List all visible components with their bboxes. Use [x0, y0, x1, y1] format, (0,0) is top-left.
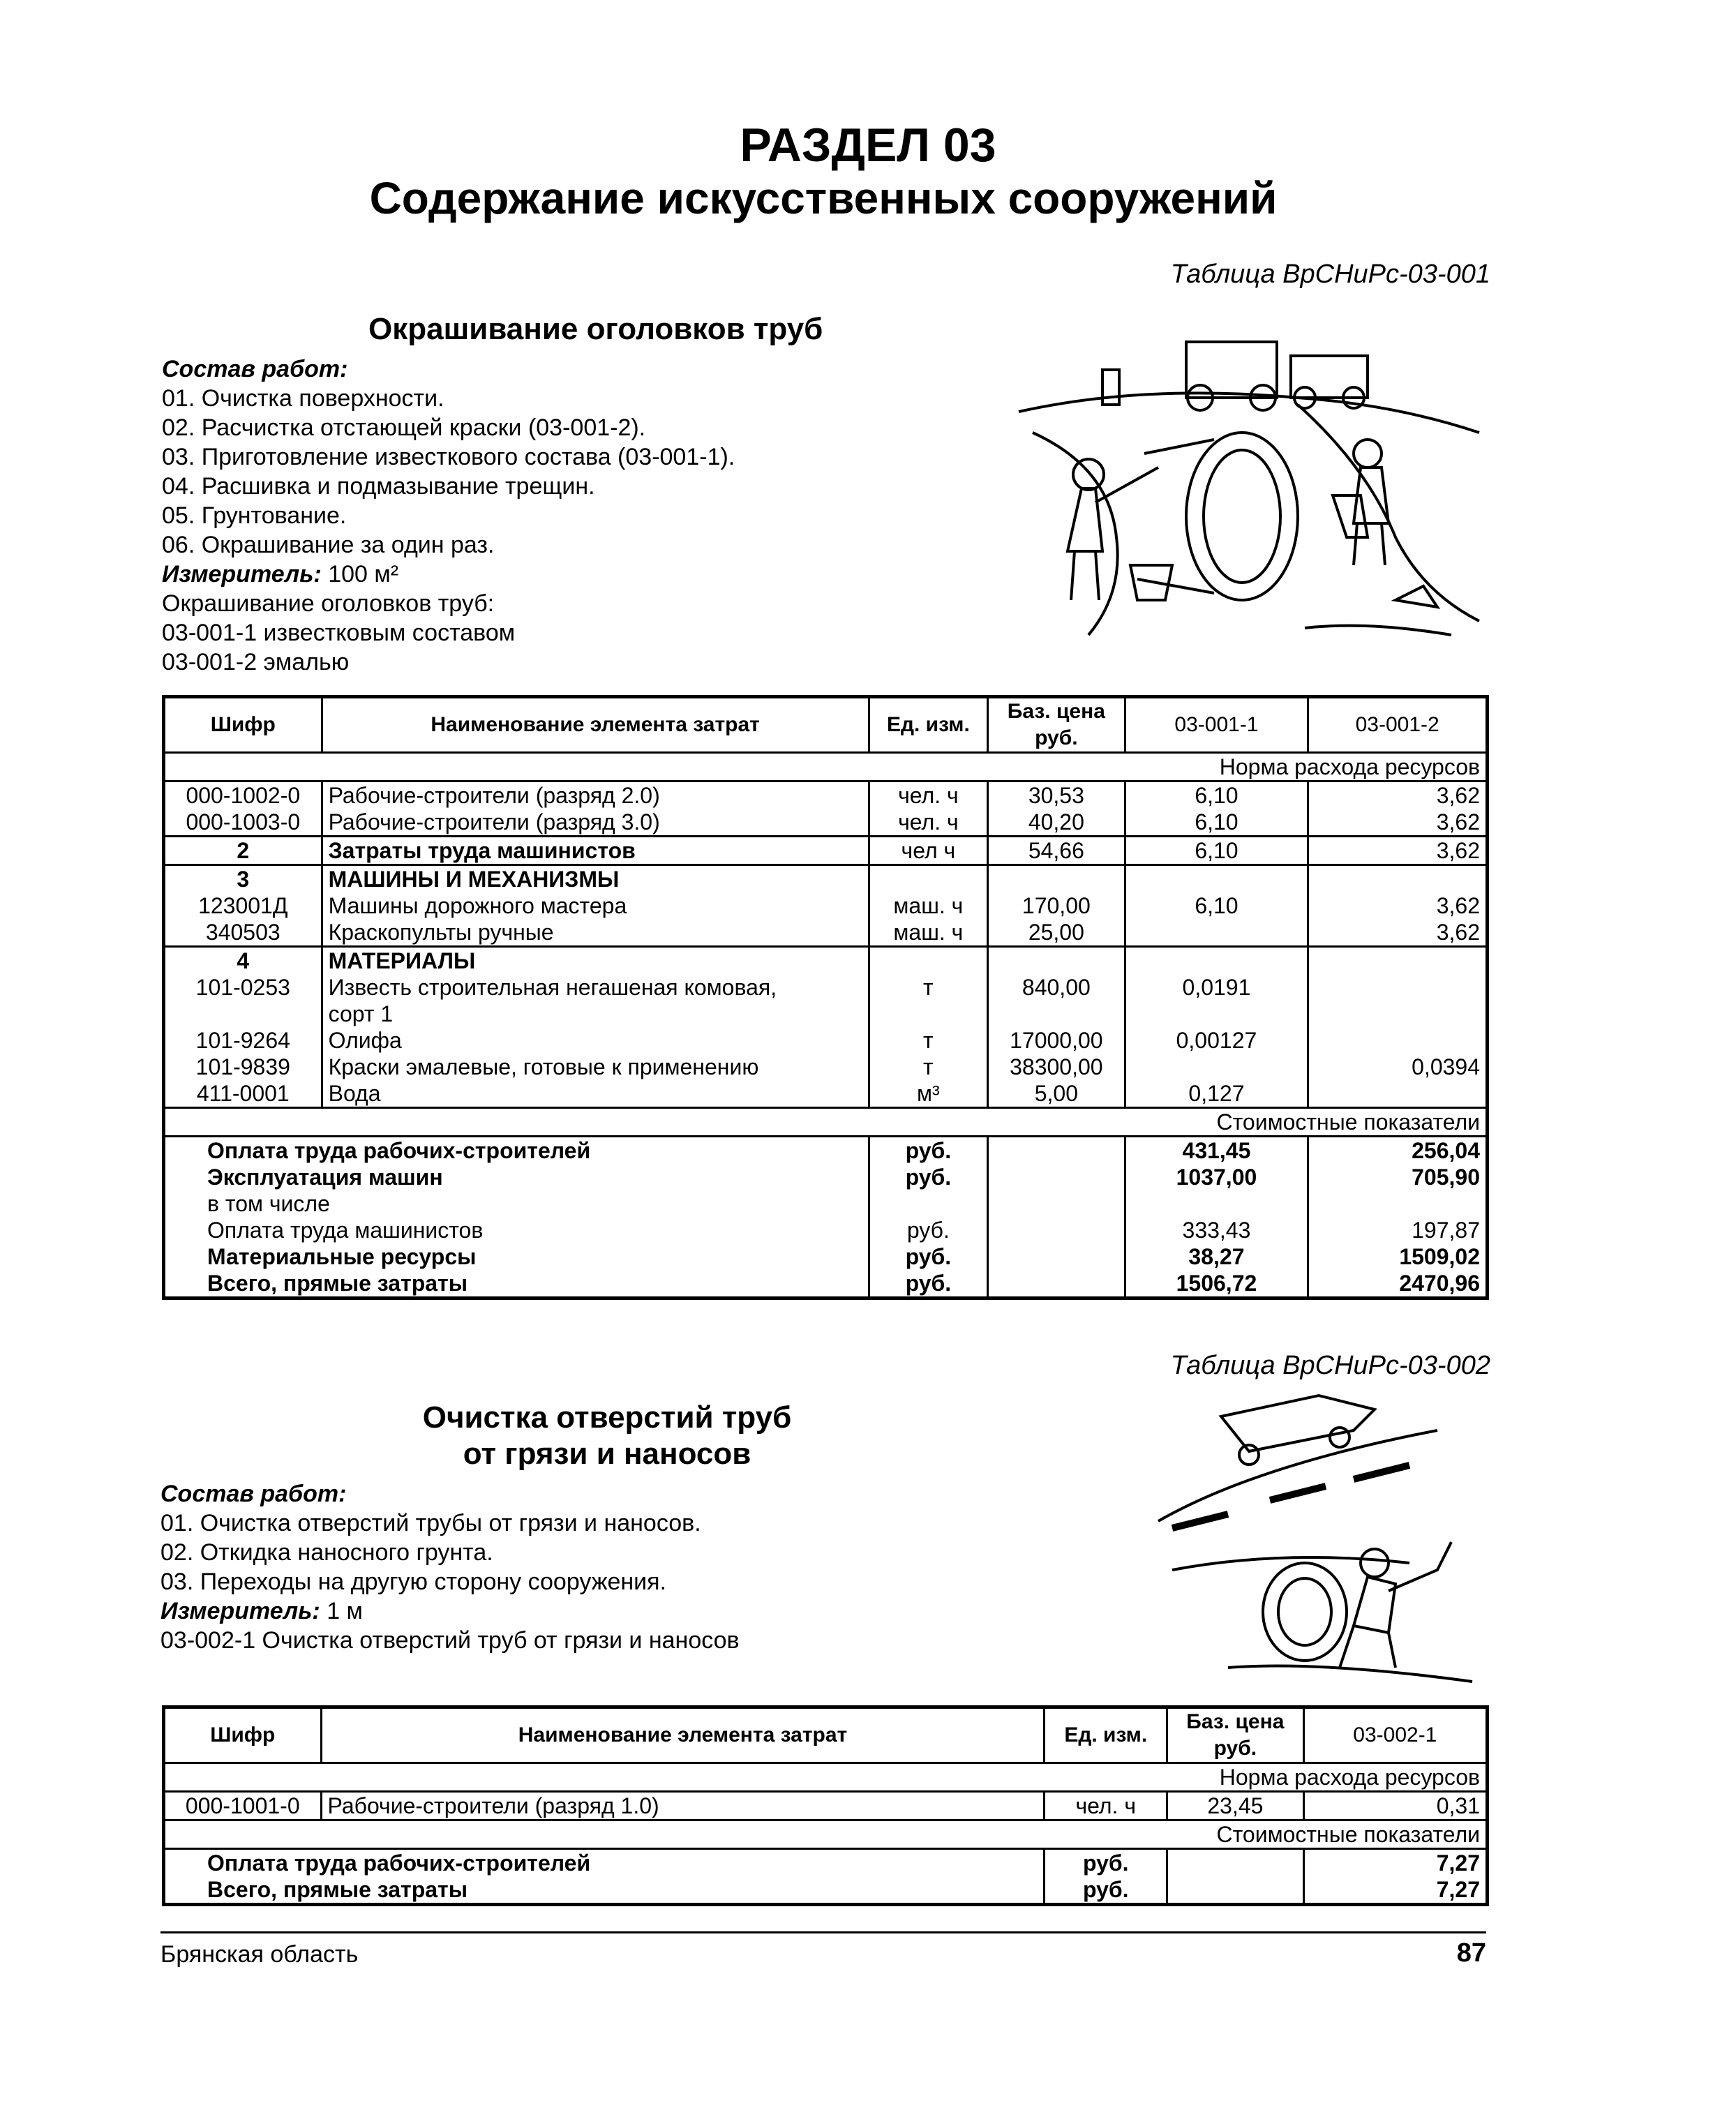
cell-unit: руб.: [869, 1270, 987, 1299]
cell-c2: [1308, 1190, 1488, 1217]
cell-c2: 3,62: [1436, 809, 1480, 835]
cell-c1: 1506,72: [1125, 1270, 1308, 1299]
table-id-2: Таблица ВрСНиРс-03-002: [1170, 1351, 1490, 1380]
cell-name: сорт 1: [322, 1001, 869, 1027]
cell-c1: [1125, 1190, 1308, 1217]
cell-name: МАТЕРИАЛЫ: [322, 947, 869, 975]
col-name: Наименование элемента затрат: [322, 697, 869, 753]
cell-name: Краски эмалевые, готовые к применению: [322, 1054, 869, 1080]
cell-c2: 705,90: [1412, 1165, 1480, 1190]
cell-code: 4: [164, 947, 322, 975]
cell-c2: 197,87: [1412, 1218, 1480, 1243]
cell-unit: т: [869, 1054, 987, 1080]
cell-code: 3: [164, 865, 322, 893]
table-row: [164, 809, 1488, 837]
norm-label: Норма расхода ресурсов: [164, 1763, 1488, 1792]
cell-c2: 3,62: [1436, 920, 1480, 945]
footer-region: Брянская область: [160, 1941, 359, 1968]
cell-c2: [1308, 1027, 1488, 1054]
cell-name: Машины дорожного мастера: [322, 892, 869, 919]
cell-unit: т: [869, 974, 987, 1001]
table-row: 000-1001-0 Рабочие-строители (разряд 1.0) чел. ч 23,45 0,31: [164, 1792, 1488, 1820]
variant: 03-001-2 эмалью: [162, 649, 350, 675]
cell-c1: 6,10: [1125, 837, 1308, 865]
cell-name: Всего, прямые затраты: [164, 1270, 869, 1299]
block1-composition: [162, 354, 964, 677]
cell-c1: [1125, 865, 1308, 893]
cell-name: Оплата труда машинистов: [164, 1217, 869, 1243]
cell-unit: [869, 1001, 987, 1027]
composition-label: Состав работ:: [162, 356, 348, 382]
table-row: [164, 1243, 1488, 1270]
cell-c1: 6,10: [1125, 781, 1308, 809]
cell-code: 2: [164, 837, 322, 865]
cell-c1: [1125, 947, 1308, 975]
cell-price: 54,66: [988, 837, 1125, 865]
cell-price: 38300,00: [988, 1054, 1125, 1080]
cell-unit: руб.: [869, 1243, 987, 1270]
cell-empty: [988, 1270, 1125, 1299]
cell-c2: [1308, 974, 1488, 1001]
cell-code: 101-9264: [164, 1027, 322, 1054]
cell-c1: 0,0191: [1125, 974, 1308, 1001]
cost-label: Стоимостные показатели: [164, 1820, 1488, 1849]
norm-label: Норма расхода ресурсов: [164, 753, 1488, 781]
table-row: [164, 1217, 1488, 1243]
illustration-pipe-painting: [1005, 328, 1493, 656]
step: 05. Грунтование.: [162, 502, 347, 529]
table-row: Всего, прямые затраты руб. 7,27: [164, 1876, 1488, 1905]
cell-c2: 3,62: [1436, 893, 1480, 918]
cell-unit: руб.: [869, 1164, 987, 1190]
step: 01. Очистка поверхности.: [162, 385, 444, 412]
cell-code: 411-0001: [164, 1080, 322, 1108]
cell-c1: [1125, 1054, 1308, 1080]
section-number: РАЗДЕЛ 03: [740, 119, 996, 172]
cell-price: [988, 1001, 1125, 1027]
cell-c2: 1509,02: [1399, 1244, 1480, 1269]
cell-unit: руб.: [869, 1217, 987, 1243]
cell-name: Олифа: [322, 1027, 869, 1054]
cell-code: 000-1002-0: [164, 781, 322, 809]
cost-label: Стоимостные показатели: [164, 1108, 1488, 1137]
table-row: [164, 919, 1488, 947]
cell-name: Эксплуатация машин: [164, 1164, 869, 1190]
cell-code: 123001Д: [164, 892, 322, 919]
cell-name: Оплата труда рабочих-строителей: [164, 1137, 869, 1165]
cell-unit: чел ч: [869, 837, 987, 865]
table-row: [164, 1001, 1488, 1027]
cell-name: Материальные ресурсы: [164, 1243, 869, 1270]
table-row: [164, 892, 1488, 919]
cell-c2: 3,62: [1308, 837, 1488, 865]
step: 02. Расчистка отстающей краски (03-001-2).: [162, 414, 646, 441]
cell-c2: 256,04: [1412, 1138, 1480, 1163]
col-price: Баз. цена руб.: [1167, 1707, 1304, 1763]
cell-name: Известь строительная негашеная комовая,: [322, 974, 869, 1001]
table-row: [164, 1027, 1488, 1054]
cell-empty: [988, 1190, 1125, 1217]
cell-price: 17000,00: [988, 1027, 1125, 1054]
cost-table-1: [162, 695, 1489, 1300]
block1-title: Окрашивание оголовков труб: [368, 312, 823, 346]
cell-c1: 0,00127: [1125, 1027, 1308, 1054]
cell-price: 840,00: [988, 974, 1125, 1001]
step: 02. Откидка наносного грунта.: [160, 1539, 493, 1566]
cell-unit: маш. ч: [869, 919, 987, 947]
measure: Измеритель: 100 м²: [162, 561, 399, 588]
col-name: Наименование элемента затрат: [321, 1707, 1045, 1763]
cell-unit: [869, 947, 987, 975]
cell-unit: м³: [869, 1080, 987, 1108]
cell-price: [988, 865, 1125, 893]
cell-c1: 38,27: [1125, 1243, 1308, 1270]
cell-name: Затраты труда машинистов: [322, 837, 869, 865]
cell-name: в том числе: [164, 1190, 869, 1217]
cell-price: 40,20: [988, 809, 1125, 837]
cell-price: 30,53: [988, 781, 1125, 809]
cell-unit: [869, 865, 987, 893]
cell-code: 101-9839: [164, 1054, 322, 1080]
cell-unit: чел. ч: [869, 809, 987, 837]
cell-c2: [1308, 865, 1488, 893]
variant: 03-001-1 известковым составом: [162, 620, 516, 646]
cell-unit: чел. ч: [869, 781, 987, 809]
step: 03. Переходы на другую сторону сооружения.: [160, 1569, 667, 1595]
block2-title-line1: Очистка отверстий труб: [422, 1400, 792, 1435]
col-variant-2: 03-001-2: [1308, 697, 1488, 753]
cell-name: Рабочие-строители (разряд 3.0): [322, 809, 869, 837]
cell-empty: [988, 1137, 1125, 1165]
col-variant-1: 03-001-1: [1125, 697, 1308, 753]
step: 03. Приготовление известкового состава (03-001-1).: [162, 444, 735, 470]
cell-unit: т: [869, 1027, 987, 1054]
composition-label: Состав работ:: [160, 1481, 347, 1507]
cell-unit: [869, 1190, 987, 1217]
col-unit: Ед. изм.: [1045, 1707, 1167, 1763]
step: 04. Расшивка и подмазывание трещин.: [162, 473, 595, 500]
cell-c1: 6,10: [1125, 892, 1308, 919]
table-id-1: Таблица ВрСНиРс-03-001: [1170, 260, 1490, 289]
table-row: [164, 1054, 1488, 1080]
cell-c1: 333,43: [1125, 1217, 1308, 1243]
page-number: 87: [1456, 1938, 1486, 1968]
cell-code: [164, 1001, 322, 1027]
cell-c1: 1037,00: [1125, 1164, 1308, 1190]
block2-composition: [160, 1479, 1033, 1655]
cell-c1: 431,45: [1125, 1137, 1308, 1165]
cell-c1: [1125, 919, 1308, 947]
cell-name: Краскопульты ручные: [322, 919, 869, 947]
cell-name: Рабочие-строители (разряд 2.0): [322, 781, 869, 809]
col-price: Баз. цена руб.: [988, 697, 1125, 753]
cell-c2: 2470,96: [1399, 1271, 1480, 1296]
cell-c2: [1308, 1080, 1488, 1108]
cell-empty: [988, 1243, 1125, 1270]
cost-table-2: [162, 1705, 1489, 1906]
cell-unit: маш. ч: [869, 892, 987, 919]
cell-c1: 6,10: [1125, 809, 1308, 837]
col-code: Шифр: [164, 697, 322, 753]
section-title: Содержание искусственных сооружений: [369, 173, 1278, 223]
col-code: Шифр: [164, 1707, 322, 1763]
table-row: [164, 1137, 1488, 1165]
table-row: [164, 947, 1488, 975]
table-row: [164, 1270, 1488, 1299]
col-variant-1: 03-002-1: [1303, 1707, 1487, 1763]
cell-unit: руб.: [869, 1137, 987, 1165]
block2-title-line2: от грязи и наносов: [463, 1437, 751, 1471]
cell-price: 170,00: [988, 892, 1125, 919]
cell-code: 000-1003-0: [164, 809, 322, 837]
cell-code: 340503: [164, 919, 322, 947]
table-row: [164, 865, 1488, 893]
variant: 03-002-1 Очистка отверстий труб от грязи и наносов: [160, 1627, 740, 1654]
step: 06. Окрашивание за один раз.: [162, 532, 495, 558]
measure: Измеритель: 1 м: [160, 1598, 363, 1624]
step: 01. Очистка отверстий трубы от грязи и наносов.: [160, 1510, 701, 1536]
desc: Окрашивание оголовков труб:: [162, 590, 495, 617]
cell-price: [988, 947, 1125, 975]
footer-rule: [160, 1931, 1486, 1933]
table-row: [164, 1164, 1488, 1190]
cell-c2: [1308, 947, 1488, 975]
table-row: [164, 781, 1488, 809]
cell-code: 101-0253: [164, 974, 322, 1001]
cell-name: Вода: [322, 1080, 869, 1108]
table-row: [164, 974, 1488, 1001]
table-row: Оплата труда рабочих-строителей руб. 7,27: [164, 1849, 1488, 1877]
cell-c1: 0,127: [1125, 1080, 1308, 1108]
cell-c2: [1308, 1001, 1488, 1027]
table-row: [164, 837, 1488, 865]
col-unit: Ед. изм.: [869, 697, 987, 753]
cell-name: МАШИНЫ И МЕХАНИЗМЫ: [322, 865, 869, 893]
cell-empty: [988, 1164, 1125, 1190]
table-row: [164, 1190, 1488, 1217]
cell-empty: [988, 1217, 1125, 1243]
cell-price: 5,00: [988, 1080, 1125, 1108]
cell-c2: 3,62: [1436, 783, 1480, 808]
table-row: [164, 1080, 1488, 1108]
cell-c1: [1125, 1001, 1308, 1027]
cell-c2: 0,0394: [1412, 1054, 1480, 1079]
cell-price: 25,00: [988, 919, 1125, 947]
illustration-pipe-cleaning: [1144, 1389, 1493, 1696]
